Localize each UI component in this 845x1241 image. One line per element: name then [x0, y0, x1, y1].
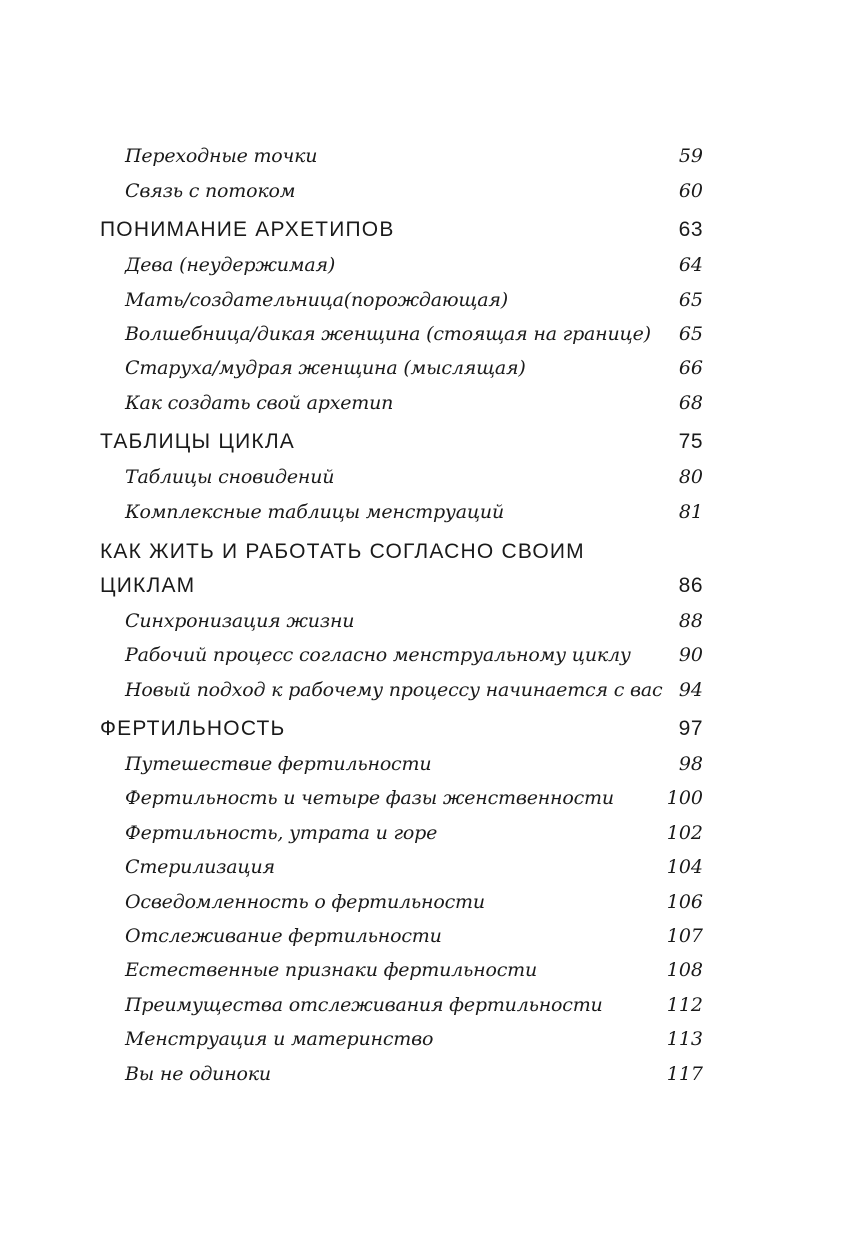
toc-section-title: ТАБЛИЦЫ ЦИКЛА [100, 430, 296, 453]
toc-entry-title: Комплексные таблицы менструаций [125, 501, 504, 523]
toc-entry-title: Волшебница/дикая женщина (стоящая на границе) [125, 323, 651, 345]
toc-entry-page: 117 [666, 1063, 703, 1085]
toc-section-page: 63 [678, 218, 703, 241]
toc-section-title: ФЕРТИЛЬНОСТЬ [100, 717, 286, 740]
toc-entry-page: 102 [666, 822, 703, 844]
toc-entry-page: 100 [666, 787, 703, 809]
toc-entry-page: 66 [678, 357, 703, 379]
toc-entry-page: 88 [678, 610, 703, 632]
toc-entry-title: Осведомленность о фертильности [125, 891, 485, 913]
toc-entry-title: Как создать свой архетип [125, 392, 394, 414]
toc-section-title: ПОНИМАНИЕ АРХЕТИПОВ [100, 218, 395, 241]
toc-entry-page: 108 [666, 959, 703, 981]
toc-section-title: КАК ЖИТЬ И РАБОТАТЬ СОГЛАСНО СВОИМ [100, 540, 585, 563]
toc-entry-title: Мать/создательница(порождающая) [125, 289, 508, 311]
toc-entry-page: 81 [678, 501, 703, 523]
toc-section-page: 97 [678, 717, 703, 740]
toc-entry-page: 60 [678, 180, 703, 202]
toc-entry-title: Фертильность, утрата и горе [125, 822, 438, 844]
toc-entry-title: Отслеживание фертильности [125, 925, 442, 947]
toc-section-title: ЦИКЛАМ [100, 574, 196, 597]
toc-entry-title: Связь с потоком [125, 180, 296, 202]
toc-entry-title: Старуха/мудрая женщина (мыслящая) [125, 357, 526, 379]
toc-entry-page: 98 [678, 753, 703, 775]
toc-entry-page: 113 [666, 1028, 703, 1050]
toc-entry-page: 112 [666, 994, 703, 1016]
toc-entry-title: Естественные признаки фертильности [125, 959, 538, 981]
toc-entry-page: 107 [666, 925, 703, 947]
toc-entry-title: Стерилизация [125, 856, 275, 878]
toc-entry-page: 106 [666, 891, 703, 913]
toc-entry-title: Переходные точки [125, 145, 318, 167]
toc-entry-page: 65 [678, 323, 703, 345]
toc-entry-page: 68 [678, 392, 703, 414]
toc-entry-title: Преимущества отслеживания фертильности [125, 994, 603, 1016]
toc-entry-page: 59 [678, 145, 703, 167]
toc-entry-page: 64 [678, 254, 703, 276]
toc-entry-title: Синхронизация жизни [125, 610, 355, 632]
toc-entry-page: 104 [666, 856, 703, 878]
toc-entry-title: Путешествие фертильности [125, 753, 432, 775]
toc-entry-page: 94 [678, 679, 703, 701]
toc-entry-page: 80 [678, 466, 703, 488]
toc-section-page: 86 [678, 574, 703, 597]
toc-entry-title: Таблицы сновидений [125, 466, 335, 488]
toc-entry-title: Дева (неудержимая) [125, 254, 336, 276]
toc-entry-title: Вы не одиноки [125, 1063, 271, 1085]
toc-entry-title: Менструация и материнство [125, 1028, 434, 1050]
toc-entry-title: Новый подход к рабочему процессу начинается с вас [125, 679, 663, 701]
toc-entry-page: 65 [678, 289, 703, 311]
toc-entry-title: Рабочий процесс согласно менструальному циклу [125, 644, 631, 666]
toc-section-page: 75 [678, 430, 703, 453]
toc-entry-title: Фертильность и четыре фазы женственности [125, 787, 614, 809]
toc-entry-page: 90 [678, 644, 703, 666]
